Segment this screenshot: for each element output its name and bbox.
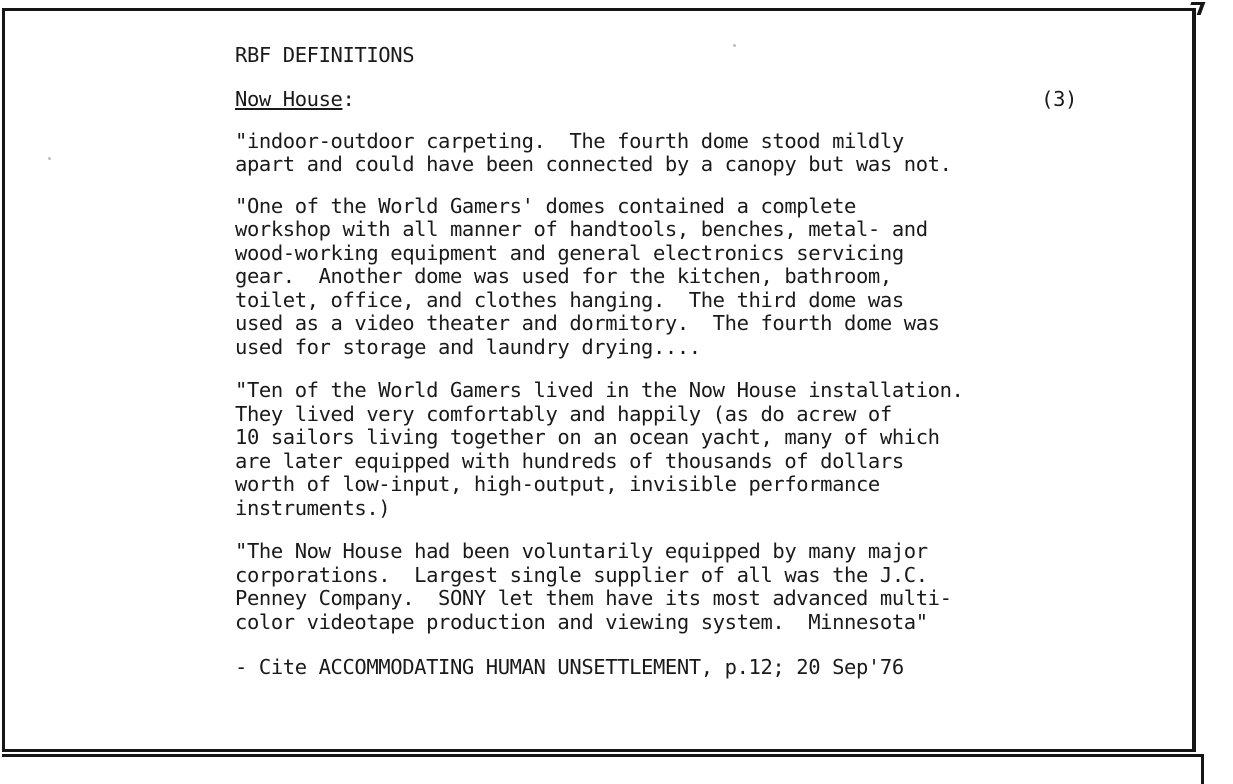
citation: - Cite ACCOMMODATING HUMAN UNSETTLEMENT, p.12; 20 Sep'76 [235,655,904,679]
subheading: Now House [235,86,343,111]
next-card-edge [2,754,1204,784]
definition-text [235,44,1115,680]
page-number: (3) [1041,86,1077,111]
paragraph-equipment: "The Now House had been voluntarily equipped by many major corporations. Largest single supplier of all was the J.C. Penney Company. SONY let them have its most advanced multi- color videotape production and viewing system. Minnesota" [235,539,952,634]
subheading-colon: : [342,86,355,111]
paragraph-carpeting: "indoor-outdoor carpeting. The fourth dome stood mildly apart and could have been connected by a canopy but was not. [235,128,952,176]
document-heading: RBF DEFINITIONS [235,43,415,67]
paragraph-world-gamers: "Ten of the World Gamers lived in the Now House installation. They lived very comfortably and happily (as do acrew of 10 sailors living together on an ocean yacht, many of which are later equipped with hundreds of thousands of dollars worth of low-input, high-output, invisible performance instruments.) [235,378,964,520]
subheading-row [235,88,1115,112]
paragraph-domes: "One of the World Gamers' domes contained a complete workshop with all manner of handtools, benches, metal- and wood-working equipment and general electronics servicing gear. Another dome was used for the kitchen, bathroom, toilet, office, and clothes hanging. The third dome was used as a video theater and dormitory. The fourth dome was used for storage and laundry drying.... [235,193,940,359]
paper-speck [48,157,51,160]
card-corner [1187,2,1206,15]
